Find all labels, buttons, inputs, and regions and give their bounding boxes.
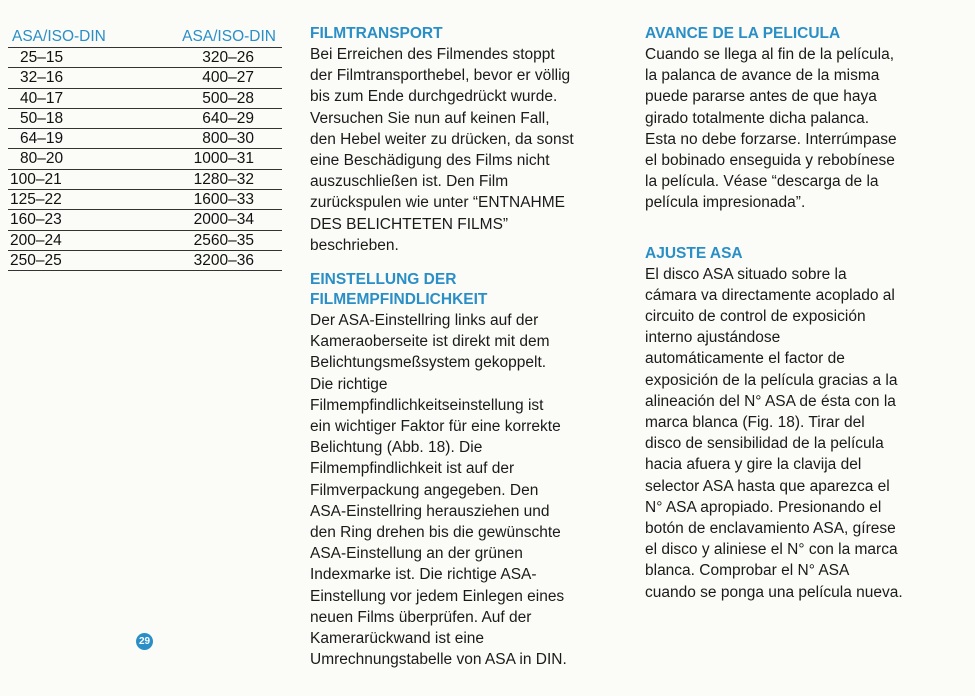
- table-row: [8, 169, 282, 189]
- paragraph-ajuste-asa: El disco ASA situado sobre la cámara va directamente acoplado al circuito de control de exposición interno ajustándose automáticamente el factor de exposición de la película gracias a la alineación del N° ASA de ésta con la marca blanca (Fig. 18). Tirar del disco de sensibilidad de la película hacia afuera y gire la clavija del selector ASA hasta que aparezca el N° ASA apropiado. Presionando el botón de enclavamiento ASA, gírese el disco y aliniese el N° con la marca blanca. Comprobar el N° ASA cuando se ponga una película nueva.: [645, 265, 903, 601]
- table-cell-asa-din: 200–24: [8, 230, 140, 250]
- section-heading-ajuste-asa: AJUSTE ASA: [645, 244, 743, 262]
- page-number-badge: 29: [136, 633, 153, 650]
- table-row: [8, 210, 282, 230]
- table-cell-asa-din: 125–22: [8, 190, 140, 210]
- table-row: [8, 129, 282, 149]
- paragraph-avance: Cuando se llega al fin de la película, la palanca de avance de la misma puede pararse antes de que haya girado totalmente dicha palanca. Esta no debe forzarse. Interrúmpase el bobinado enseguida y rebobínese la película. Véase “descarga de la película impresionada”.: [645, 46, 897, 212]
- table-cell-asa-iso-din: 320–26: [140, 48, 282, 68]
- spanish-column: [645, 24, 953, 603]
- table-cell-asa-din: 40–17: [8, 88, 140, 108]
- section-heading-avance: AVANCE DE LA PELICULA: [645, 25, 841, 42]
- table-body: [8, 48, 282, 271]
- table-cell-asa-iso-din: 640–29: [140, 108, 282, 128]
- section-heading-filmempfindlichkeit: [310, 270, 622, 310]
- table-cell-asa-din: 25–15: [8, 48, 140, 68]
- german-column: [310, 24, 622, 670]
- table-cell-asa-din: 50–18: [8, 108, 140, 128]
- table-cell-asa-din: 80–20: [8, 149, 140, 169]
- table-cell-asa-din: 250–25: [8, 250, 140, 270]
- table-cell-asa-iso-din: 1280–32: [140, 169, 282, 189]
- table-header-asa-iso-din: ASA/ISO-DIN: [140, 24, 282, 48]
- table-cell-asa-iso-din: 3200–36: [140, 250, 282, 270]
- table-cell-asa-din: 64–19: [8, 129, 140, 149]
- table-cell-asa-iso-din: 2000–34: [140, 210, 282, 230]
- table-cell-asa-din: 32–16: [8, 68, 140, 88]
- table-row: [8, 149, 282, 169]
- paragraph-filmempfindlichkeit: Der ASA-Einstellring links auf der Kameraoberseite ist direkt mit dem Belichtungsmeßsystem gekoppelt. Die richtige Filmempfindlichkeitseinstellung ist ein wichtiger Faktor für eine korrekte Belichtung (Abb. 18). Die Filmempfindlichkeit ist auf der Filmverpackung angegeben. Den ASA-Einstellring herausziehen und den Ring drehen bis die gewünschte ASA-Einstellung an der grünen Indexmarke ist. Die richtige ASA- Einstellung vor jedem Einlegen eines neuen Films überprüfen. Auf der Kamerarückwand ist eine Umrechnungstabelle von ASA in DIN.: [310, 312, 567, 669]
- table-row: [8, 230, 282, 250]
- table-cell-asa-iso-din: 500–28: [140, 88, 282, 108]
- asa-din-conversion-table: [8, 24, 282, 271]
- table-header-row: [8, 24, 282, 48]
- table-cell-asa-din: 160–23: [8, 210, 140, 230]
- table-row: [8, 190, 282, 210]
- table-row: [8, 108, 282, 128]
- table-cell-asa-iso-din: 400–27: [140, 68, 282, 88]
- table-cell-asa-iso-din: 1000–31: [140, 149, 282, 169]
- table-cell-asa-din: 100–21: [8, 169, 140, 189]
- table-cell-asa-iso-din: 2560–35: [140, 230, 282, 250]
- table-header-asa-din: ASA/ISO-DIN: [8, 24, 140, 48]
- table-row: [8, 250, 282, 270]
- heading-line-1: EINSTELLUNG DER: [310, 271, 457, 289]
- table-cell-asa-iso-din: 800–30: [140, 129, 282, 149]
- paragraph-filmtransport: Bei Erreichen des Filmendes stoppt der Filmtransporthebel, bevor er völlig bis zum Ende durchgedrückt wurde. Versuchen Sie nun auf keinen Fall, den Hebel weiter zu drücken, da sonst eine Beschädigung des Films nicht auszuschließen ist. Den Film zurückspulen wie unter “ENTNAHME DES BELICHTETEN FILMS” beschrieben.: [310, 46, 574, 254]
- table-cell-asa-iso-din: 1600–33: [140, 190, 282, 210]
- heading-line-2: FILMEMPFINDLICHKEIT: [310, 291, 488, 309]
- section-heading-filmtransport: FILMTRANSPORT: [310, 25, 443, 42]
- asa-din-table-column: [8, 24, 282, 271]
- table-row: [8, 88, 282, 108]
- table-row: [8, 68, 282, 88]
- table-row: [8, 48, 282, 68]
